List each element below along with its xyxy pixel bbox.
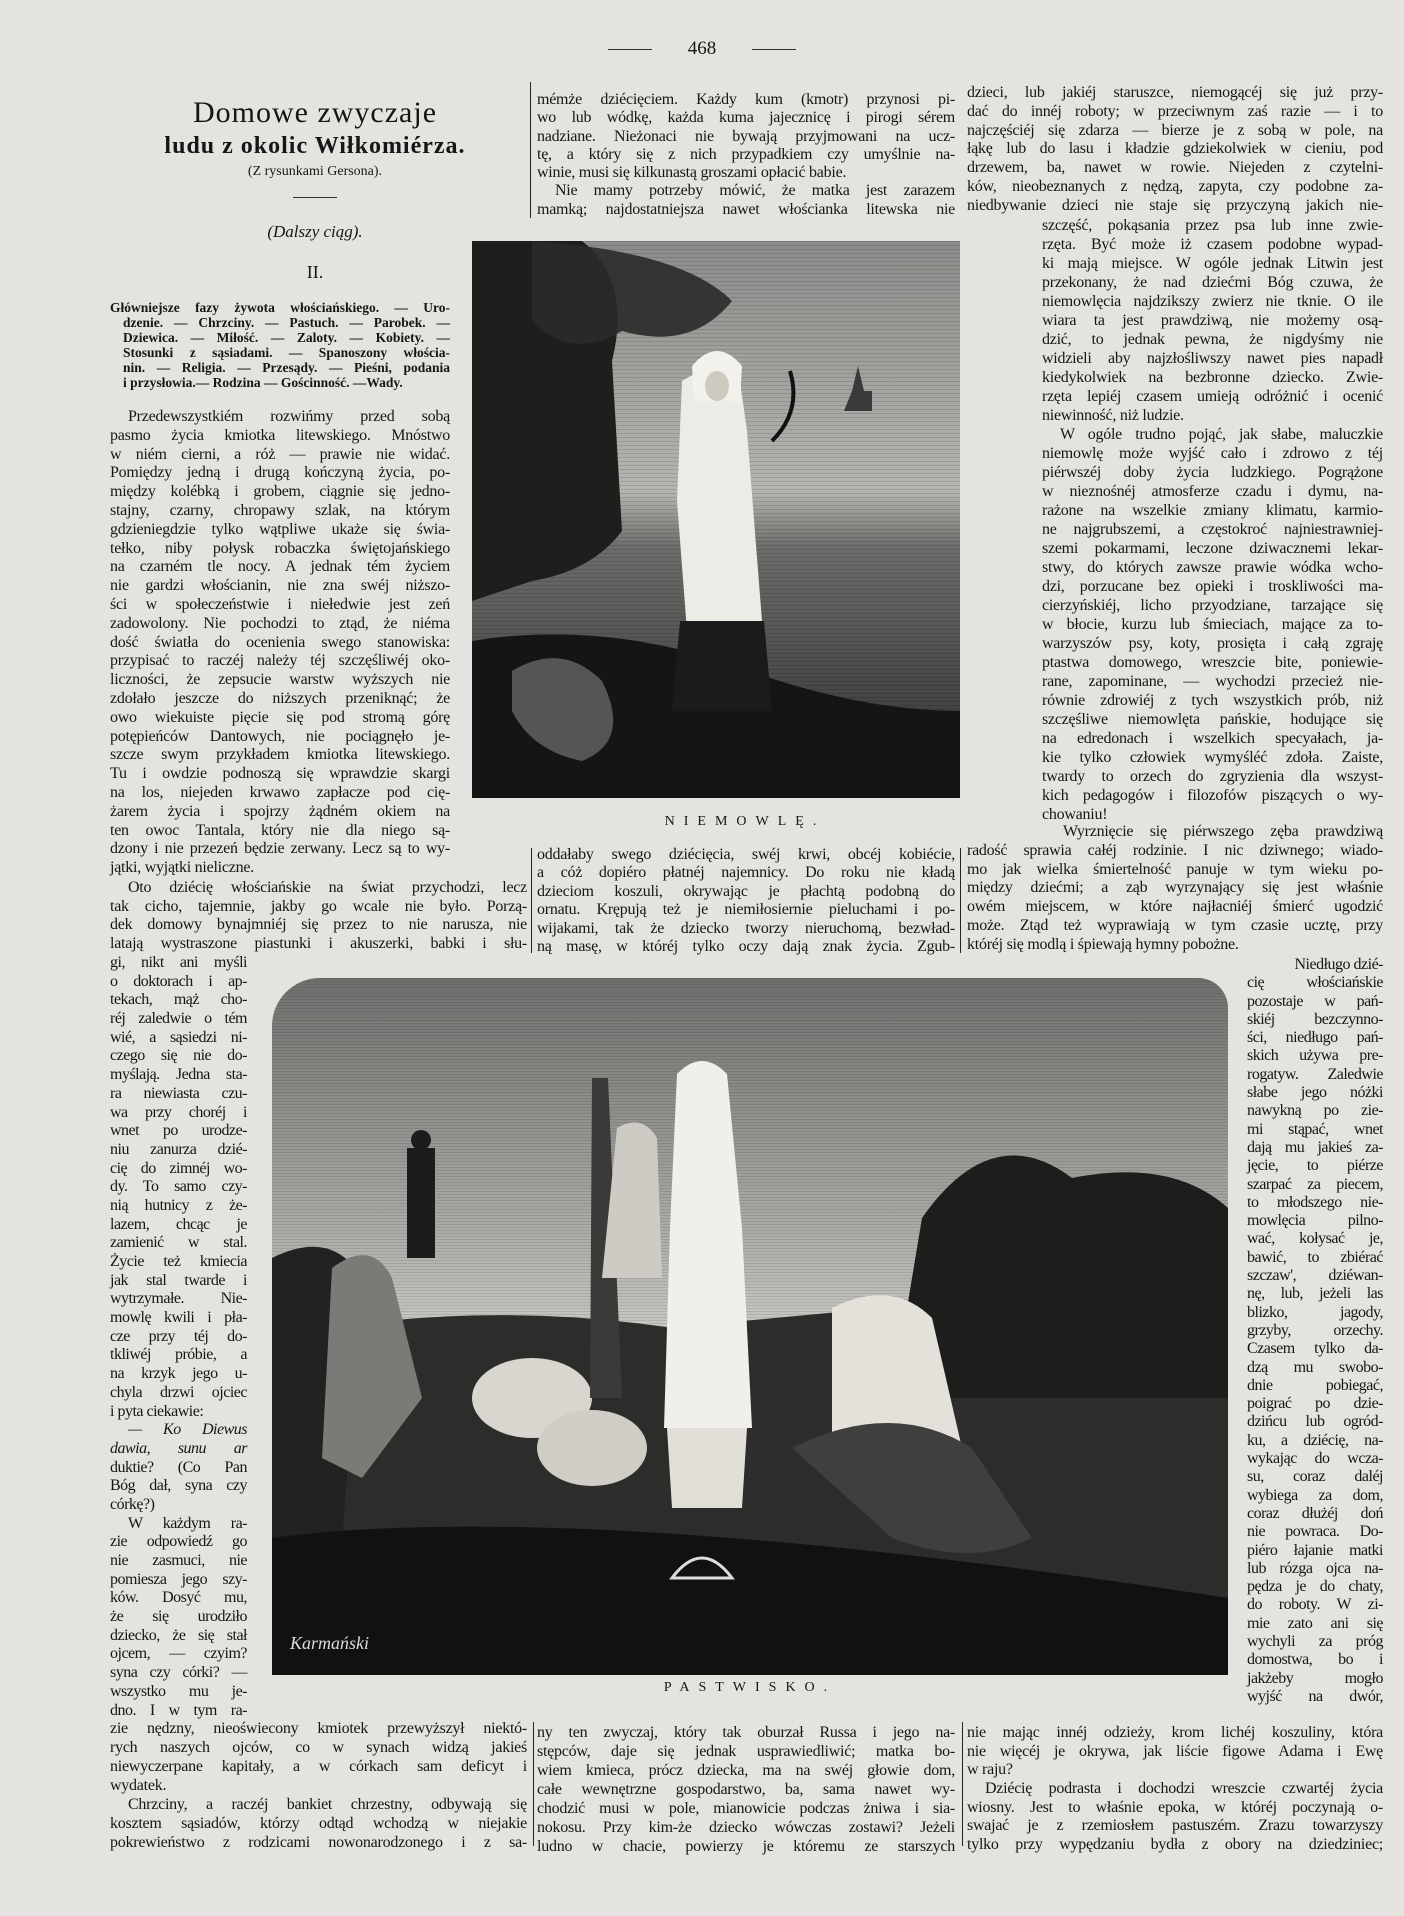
text-line: piérwszéj doby życia ludzkiego. Pogrążone — [1042, 464, 1383, 481]
text-line: — Ko Diewus — [128, 1421, 247, 1439]
text-line: stajny, czarny, chropawy szlak, na którym — [110, 501, 450, 519]
text-line: Bóg dał, syna czy — [110, 1477, 247, 1495]
text-line: W każdym ra- — [128, 1514, 247, 1532]
text-line: jakżeby mogło — [1247, 1669, 1383, 1687]
text-line: ki mają miejsce. W ogóle jednak Litwin jest — [1042, 255, 1383, 272]
text-line: mamką; najdostatniejsza nawet włościanka litewska nie — [537, 200, 955, 218]
text-line: na los, niejeden krwawo zapłacze pod cię- — [110, 783, 450, 801]
text-line: réj zaledwie o tém — [110, 1010, 247, 1028]
text-line: gdzieniegdzie tylko wątpliwe ukaże się świa- — [110, 520, 450, 538]
column-right-text — [1042, 216, 1383, 824]
text-line: Chrzciny, a raczéj bankiet chrzestny, odbywają się — [128, 1796, 527, 1813]
text-line: szczaw', dziéwan- — [1247, 1267, 1383, 1285]
text-line: wa przy choréj i — [110, 1103, 247, 1121]
text-line: dają mu jakieś za- — [1247, 1138, 1383, 1156]
text-line: dziecko, że się stał — [110, 1626, 247, 1644]
title-rule — [293, 197, 337, 198]
text-line: su, coraz daléj — [1247, 1468, 1383, 1486]
text-line: wijakami, tak że dziecko tworzy nieruchomą, bezwład- — [537, 919, 955, 937]
column-left-narrow-text — [110, 954, 247, 1720]
summary-line: i przysłowia.— Rodzina — Gościnność. —Wady. — [123, 375, 403, 390]
text-line: zamienić w stal. — [110, 1234, 247, 1252]
text-line: szczęść, pokąsania przez psa lub inne zwie- — [1042, 217, 1383, 234]
section-summary — [110, 300, 450, 390]
text-line: równie zdrowiéj z tych wszystkich prób, niż — [1042, 692, 1383, 709]
text-line: na krzyk jego u- — [110, 1365, 247, 1383]
column-right-narrow-text — [1247, 956, 1383, 1706]
text-line: mie zato ani się — [1247, 1614, 1383, 1632]
text-line: ludno w chacie, powierzy je któremu ze starszych — [537, 1838, 955, 1855]
column-right-top-text — [967, 84, 1383, 216]
text-line: zie odpowiedź go — [110, 1533, 247, 1551]
text-line: nę, lub, jeżeli las — [1247, 1285, 1383, 1303]
text-line: niemowlęcia najdzikszy zwierz nie tknie. O ile — [1042, 293, 1383, 310]
page-number — [0, 38, 1404, 60]
article-subtitle: (Z rysunkami Gersona). — [247, 164, 383, 179]
text-line: rych naszych ojców, co w synach widzą jakieś — [110, 1739, 527, 1756]
text-line: rzęta. Być może iż czasem podobne wypad- — [1042, 236, 1383, 253]
text-line: między kolébką i grobem, ciągnie się jedno- — [110, 483, 450, 501]
text-line: wo lub wódkę, każda kuma jajecznicę i pirogi sérem — [537, 109, 955, 127]
text-line: domostwa, bo i — [1247, 1651, 1383, 1669]
text-line: wytrzymałe. Nie- — [110, 1290, 247, 1308]
text-line: cierzyńskiéj, licho przyodziane, tarzające się — [1042, 597, 1383, 614]
text-line: nią hutnicy z że- — [110, 1196, 247, 1214]
text-line: nie powraca. Do- — [1247, 1523, 1383, 1541]
text-line: nawykną po zie- — [1247, 1102, 1383, 1120]
text-line: owém miejscem, w które najłacniéj śmierć ugodzić — [967, 898, 1383, 916]
text-line: ornatu. Krępują też je niemiłosiernie pieluchami i po- — [537, 901, 955, 919]
text-line: ną masę, w któréj tylko oczy dają znak życia. Zgub- — [537, 937, 955, 955]
text-line: wszystko mu je- — [110, 1682, 247, 1700]
text-line: latają wystraszone piastunki i akuszerki, babki i słu- — [110, 935, 527, 953]
text-line: rzęta lepiéj czasem umieją odróżnić i ocenić — [1042, 388, 1383, 405]
text-line: kie tylko człowiek wymyśléć zdoła. Zaiste, — [1042, 749, 1383, 766]
text-line: swajać je z rzemiosłem pastuszém. Zrazu towarzyszy — [967, 1817, 1383, 1835]
text-line: grzyby, orzechy. — [1247, 1321, 1383, 1339]
text-line: o doktorach i ap- — [110, 972, 247, 990]
text-line: szemi pokarmami, leczone dziwacznemi lekar- — [1042, 540, 1383, 557]
text-line: potępieńców Dantowych, nie pociągnęło je- — [110, 727, 450, 745]
text-line: wybiega za dom, — [1247, 1486, 1383, 1504]
text-line: jęcie, to piérze — [1247, 1157, 1383, 1175]
text-line: Nie mamy potrzeby mówić, że matka jest zarazem — [555, 182, 955, 200]
text-line: wiara ta jest prawdziwą, nie możemy osą- — [1042, 312, 1383, 329]
text-line: mowlęcia pilno- — [1247, 1212, 1383, 1230]
text-line: dawia, sunu ar — [110, 1439, 247, 1457]
text-line: dzić, to jednak pewna, że nigdyśmy nie — [1042, 331, 1383, 348]
text-line: mi stąpać, wnet — [1247, 1120, 1383, 1138]
text-line: stwy, do których zawsze prawie wódka wcho- — [1042, 559, 1383, 576]
text-line: syna czy córki? — — [110, 1664, 247, 1682]
text-line: czego się nie do- — [110, 1047, 247, 1065]
text-line: blizko, jagody, — [1247, 1303, 1383, 1321]
text-line: poigrać po dzie- — [1247, 1395, 1383, 1413]
text-line: twardy to orzech do zgryzienia dla wszyst- — [1042, 768, 1383, 785]
text-line: rażone na wszelkie zmiany klimatu, karmio- — [1042, 502, 1383, 519]
text-line: Oto dziécię włościańskie na świat przychodzi, lecz — [128, 879, 527, 896]
dash-left — [608, 49, 652, 50]
text-line: nie więcéj je okrywa, jak liście figowe Adama i Ewę — [967, 1742, 1383, 1760]
summary-line: Główniejsze fazy żywota włościańskiego. — Uro- — [110, 300, 450, 315]
text-line: Tu i owdzie podnoszą się wprawdzie skargi — [110, 765, 450, 783]
text-line: tkliwéj próbie, a — [110, 1346, 247, 1364]
text-line: na edredonach i wszelkich specyałach, ja- — [1042, 730, 1383, 747]
text-line: gi, nikt ani myśli — [110, 954, 247, 971]
text-line: że się urodziło — [110, 1608, 247, 1626]
text-line: Niedługo dzié- — [1294, 956, 1383, 973]
text-line: pomiesza jego szy- — [110, 1570, 247, 1588]
column-right-mid-text — [967, 823, 1383, 955]
text-line: Przedewszystkiém rozwińmy przed sobą — [128, 408, 450, 425]
text-line: zdołało jeszcze do niższych przeniknąć; że — [110, 689, 450, 707]
text-line: dnie pobiegać, — [1247, 1376, 1383, 1394]
text-line: dzieciom koszuli, okrywając je płachtą podobną do — [537, 882, 955, 900]
text-line: winie, musi się kilkunastą groszami opłacić babie. — [537, 164, 847, 182]
text-line: ści, niedługo pań- — [1247, 1029, 1383, 1047]
summary-line: Dziewica. — Miłość. — Zaloty. — Kobiety. — — [123, 330, 450, 345]
text-line: tak cicho, tajemnie, jakby go wcale nie było. Porzą- — [110, 897, 527, 915]
text-line: przypisać to raczéj należy téj szczęśliwéj oko- — [110, 652, 450, 670]
text-line: a cóż dopiéro płatnéj najemnicy. Do roku nie kładą — [537, 864, 955, 882]
dash-right — [752, 49, 796, 50]
text-line: wiem kmieca, prócz dziecka, ma na swéj głowie dom, — [537, 1762, 955, 1779]
text-line: lub rózga ojca na- — [1247, 1559, 1383, 1577]
article-title-line2: ludu z okolic Wiłkomiérza. — [164, 133, 466, 159]
text-line: widzieli aby najzłośliwszy nawet pies napadł — [1042, 350, 1383, 367]
text-line: tekach, mąż cho- — [110, 991, 247, 1009]
column-rule — [960, 848, 961, 953]
text-line: ptastwa domowego, wreszcie bite, poniewie- — [1042, 654, 1383, 671]
text-line: między dziećmi; a ząb wyrzynający się jest właśnie — [967, 879, 1383, 897]
text-line: wiosny. Jest to właśnie epoka, w któréj poczynają o- — [967, 1798, 1383, 1816]
text-line: przekonany, że nad dziećmi Bóg czuwa, że — [1042, 274, 1383, 291]
text-line: tylko przy wypędzaniu bydła z obory na dziedziniec; — [967, 1836, 1383, 1854]
text-line: do roboty. W zi- — [1247, 1596, 1383, 1614]
column-rule — [962, 1722, 963, 1846]
text-line: któréj się modlą i śpiewają hymny pobożne. — [967, 935, 1239, 953]
caption-niemowle: NIEMOWLĘ. — [664, 814, 826, 829]
text-line: liczności, że zepsucie warstw wyższych nie — [110, 671, 450, 689]
text-line: ojcem, — czyim? — [110, 1645, 247, 1663]
text-line: wnet po urodze- — [110, 1122, 247, 1140]
text-line: niemowlę może wyjść cało i zdrowo z téj — [1042, 445, 1383, 462]
text-line: niedbywanie dzieci nie staje się przyczyną jakich nie- — [967, 196, 1383, 214]
text-line: oddałaby swego dziécięcia, swéj krwi, obcéj kobiécie, — [537, 846, 955, 863]
text-line: coraz dłużéj doń — [1247, 1504, 1383, 1522]
section-number: II. — [306, 262, 324, 282]
text-line: ra niewiasta czu- — [110, 1084, 247, 1102]
text-line: dek domowy bynajmniéj się przez to nie narusza, nie — [110, 916, 527, 934]
text-line: szczęśliwe niemowlęta pańskie, hodujące się — [1042, 711, 1383, 728]
summary-line: nin. — Religia. — Przesądy. — Pieśni, podania — [123, 360, 450, 375]
text-line: to młodszego nie- — [1247, 1193, 1383, 1211]
text-line: jak stal twarde i — [110, 1271, 247, 1289]
artist-signature: Karmański — [290, 1633, 370, 1653]
column-rule — [533, 1722, 534, 1846]
text-line: zadowolony. Nie pochodzi to ztąd, że niéma — [110, 614, 450, 632]
text-line: mémże dziécięciem. Każdy kum (kmotr) przynosi pi- — [537, 91, 955, 108]
text-line: bawić, to zbiérać — [1247, 1248, 1383, 1266]
page-number-text: 468 — [687, 38, 717, 59]
text-line: rogatyw. Zaledwie — [1247, 1065, 1383, 1083]
text-line: skich używa pre- — [1247, 1047, 1383, 1065]
text-line: i pyta ciekawie: — [110, 1402, 204, 1420]
text-line: wychyli za próg — [1247, 1632, 1383, 1650]
engraving-woman-with-sickle — [472, 241, 960, 798]
text-line: chowaniu! — [1042, 806, 1108, 823]
text-line: W ogóle trudno pojąć, jak słabe, maluczkie — [1060, 426, 1383, 443]
text-line: w raju? — [967, 1761, 1013, 1779]
column-rule — [530, 82, 531, 218]
summary-line: dzenie. — Chrzciny. — Pastuch. — Parobek. — — [123, 315, 450, 330]
text-line: warzyszów psy, koty, prosięta i całą zgraję — [1042, 635, 1383, 652]
text-line: całe wewnętrzne gospodarstwo, ba, sama nawet wy- — [537, 1781, 955, 1798]
text-line: cze przy téj do- — [110, 1327, 247, 1345]
text-line: tę, a który się z nich przypadkiem czy umyślnie na- — [537, 145, 955, 163]
text-line: w niém cierni, a róż — prawie nie widać. — [110, 445, 450, 463]
text-line: chyla drzwi ojciec — [110, 1383, 247, 1401]
text-line: kosztem sąsiadów, którzy odtąd wchodzą w niejakie — [110, 1815, 527, 1832]
text-line: ten owoc Tantala, który nie dla niego są- — [110, 821, 450, 839]
text-line: wydatek. — [110, 1777, 167, 1794]
text-line: skiéj bezczynno- — [1247, 1010, 1383, 1028]
text-line: dość światła do ocenienia swego stanowiska: — [110, 633, 450, 651]
text-line: owo wiekuiste pięcie się pod stromą górę — [110, 708, 450, 726]
text-line: drzewem, ba, nawet w rowie. Niejeden z czytelni- — [967, 159, 1383, 177]
illustration-niemowle — [472, 241, 960, 798]
column-left-wide-text — [110, 879, 527, 954]
text-line: kiedykolwiek na bezbronne dziecko. Zwie- — [1042, 369, 1383, 386]
column-middle-top-text — [537, 91, 955, 219]
text-line: Czasem tylko da- — [1247, 1340, 1383, 1358]
text-line: szcze swym przykładem kmiotka litewskiego. — [110, 746, 450, 764]
illustration-pastwisko — [272, 978, 1228, 1675]
text-line: niewyczerpane kapitały, a w córkach sam deficyt i — [110, 1758, 527, 1775]
text-line: żarem życia i spojrzy żądném okiem na — [110, 802, 450, 820]
text-line: dzą mu swobo- — [1247, 1358, 1383, 1376]
text-line: mowlę kwili i pła- — [110, 1309, 247, 1327]
text-line: łąkę lub do lasu i kładzie gdziekolwiek w cieniu, pod — [967, 140, 1383, 158]
text-line: nokosu. Przy kim-że dziecko wówczas zostawi? Jeżeli — [537, 1819, 955, 1836]
text-line: tełko, niby połysk robaczka świętojańskiego — [110, 539, 450, 557]
text-line: wyjść na dwór, — [1247, 1687, 1383, 1705]
text-line: dy. To samo czy- — [110, 1178, 247, 1196]
text-line: mo jak wielka śmiertelność panuje w tym wieku po- — [967, 860, 1383, 878]
text-line: niu zanurza dzié- — [110, 1140, 247, 1158]
text-line: nie gardzi włościanin, nie zna swéj niższo- — [110, 577, 450, 595]
text-line: szarpać za piecem, — [1247, 1175, 1383, 1193]
text-line: pędza je do chaty, — [1247, 1578, 1383, 1596]
text-line: pozostaje w pań- — [1247, 992, 1383, 1010]
text-line: najczęściéj się zdarza — bierze je z sobą w pole, na — [967, 121, 1383, 139]
text-line: Życie też kmiecia — [110, 1253, 247, 1270]
text-line: może. Ztąd też wyprawiają w tym czasie ucztę, przy — [967, 916, 1383, 934]
engraving-pasture-scene — [272, 978, 1228, 1675]
text-line: w nieznośnéj atmosferze czadu i dymu, na- — [1042, 483, 1383, 500]
text-line: chodzić musi w pole, mianowicie podczas żniwa i sia- — [537, 1800, 955, 1817]
text-line: ne najgrubszemi, a częstokroć najniestrawniej- — [1042, 521, 1383, 538]
text-line: Wyrznięcie się piérwszego zęba prawdziwą — [1063, 823, 1383, 840]
text-line: na czarném tle nocy. A jednak tém życiem — [110, 558, 450, 576]
text-line: Dziécię podrasta i dochodzi wreszcie czwartéj życia — [985, 1780, 1383, 1798]
article-title: Domowe zwyczaje — [192, 96, 438, 129]
text-line: dzińcu lub ogród- — [1247, 1413, 1383, 1431]
text-line: myślają. Jedna sta- — [110, 1066, 247, 1084]
text-line: piéro łajanie matki — [1247, 1541, 1383, 1559]
column-left-text — [110, 408, 450, 878]
text-line: nie mając innéj odzieży, krom lichéj koszuliny, która — [967, 1724, 1383, 1741]
text-line: wié, a sąsiedzi ni- — [110, 1028, 247, 1046]
text-line: ku, a dziécię, na- — [1247, 1431, 1383, 1449]
text-line: ków. Dosyć mu, — [110, 1589, 247, 1607]
text-line: nadziane. Nieżonaci nie bywają przyjmowani na ucz- — [537, 127, 955, 145]
text-line: niewinność, niż ludzie. — [1042, 407, 1184, 424]
text-line: zie nędzny, nieoświecony kmiotek przewyższył niektó- — [110, 1720, 527, 1737]
text-line: w błocie, kurzu lub śmieciach, mające za to- — [1042, 616, 1383, 633]
text-line: cię włościańskie — [1247, 974, 1383, 992]
text-line: pokrewieństwo z rodzicami nowonarodzonego i z sa- — [110, 1834, 527, 1851]
text-line: ny ten zwyczaj, który tak oburzał Russa i jego na- — [537, 1724, 955, 1741]
text-line: rane, zapominane, — wychodzi przecież nie- — [1042, 673, 1383, 690]
text-line: słabe jego nóżki — [1247, 1084, 1383, 1102]
continuation-note: (Dalszy ciąg). — [267, 222, 363, 241]
text-line: córkę?) — [110, 1495, 155, 1513]
text-line: dzony i nie przezeń będzie zerwany. Lecz są to wy- — [110, 840, 450, 858]
text-line: dzi, porzucane bez opieki i troskliwości ma- — [1042, 578, 1383, 595]
text-line: pasmo życia kmiotka litewskiego. Mnóstwo — [110, 426, 450, 444]
text-line: lazem, chcąc je — [110, 1215, 247, 1233]
column-middle-text — [537, 846, 955, 956]
text-line: ków, nieobeznanych z nędzą, zapyta, czy podobne za- — [967, 177, 1383, 195]
summary-line: Stosunki z sąsiadami. — Spanoszony włościa- — [123, 345, 450, 360]
text-line: wać, kołysać je, — [1247, 1230, 1383, 1248]
text-line: stępców, daje się jednak usprawiedliwić; matka bo- — [537, 1743, 955, 1760]
text-line: Pomiędzy jedną i drugą kończyną życia, po- — [110, 464, 450, 482]
text-line: nie zasmuci, nie — [110, 1552, 247, 1569]
caption-pastwisko: PASTWISKO. — [663, 1680, 837, 1695]
text-line: cię do zimnéj wo- — [110, 1159, 247, 1177]
column-left-bottom-text — [110, 1719, 527, 1852]
column-rule — [531, 848, 532, 953]
column-middle-bottom-text — [537, 1723, 955, 1856]
text-line: dzieci, lub jakiéj staruszce, niemogącéj się już przy- — [967, 84, 1383, 101]
text-line: radość sprawia całéj rodzinie. I nic dziwnego; wiado- — [967, 841, 1383, 859]
column-right-bottom-text — [967, 1724, 1383, 1855]
text-line: kich pedagogów i filozofów piszących o wy- — [1042, 787, 1383, 804]
text-line: ści w społeczeństwie i niełedwie jest zeń — [110, 595, 450, 613]
text-line: jątki, wyjątki nieliczne. — [110, 859, 254, 877]
text-line: dno. I w tym ra- — [110, 1701, 247, 1719]
text-line: dać do innéj roboty; w przeciwnym zaś razie — i to — [967, 102, 1383, 120]
text-line: duktie? (Co Pan — [110, 1458, 247, 1476]
text-line: wykając do wcza- — [1247, 1450, 1383, 1468]
